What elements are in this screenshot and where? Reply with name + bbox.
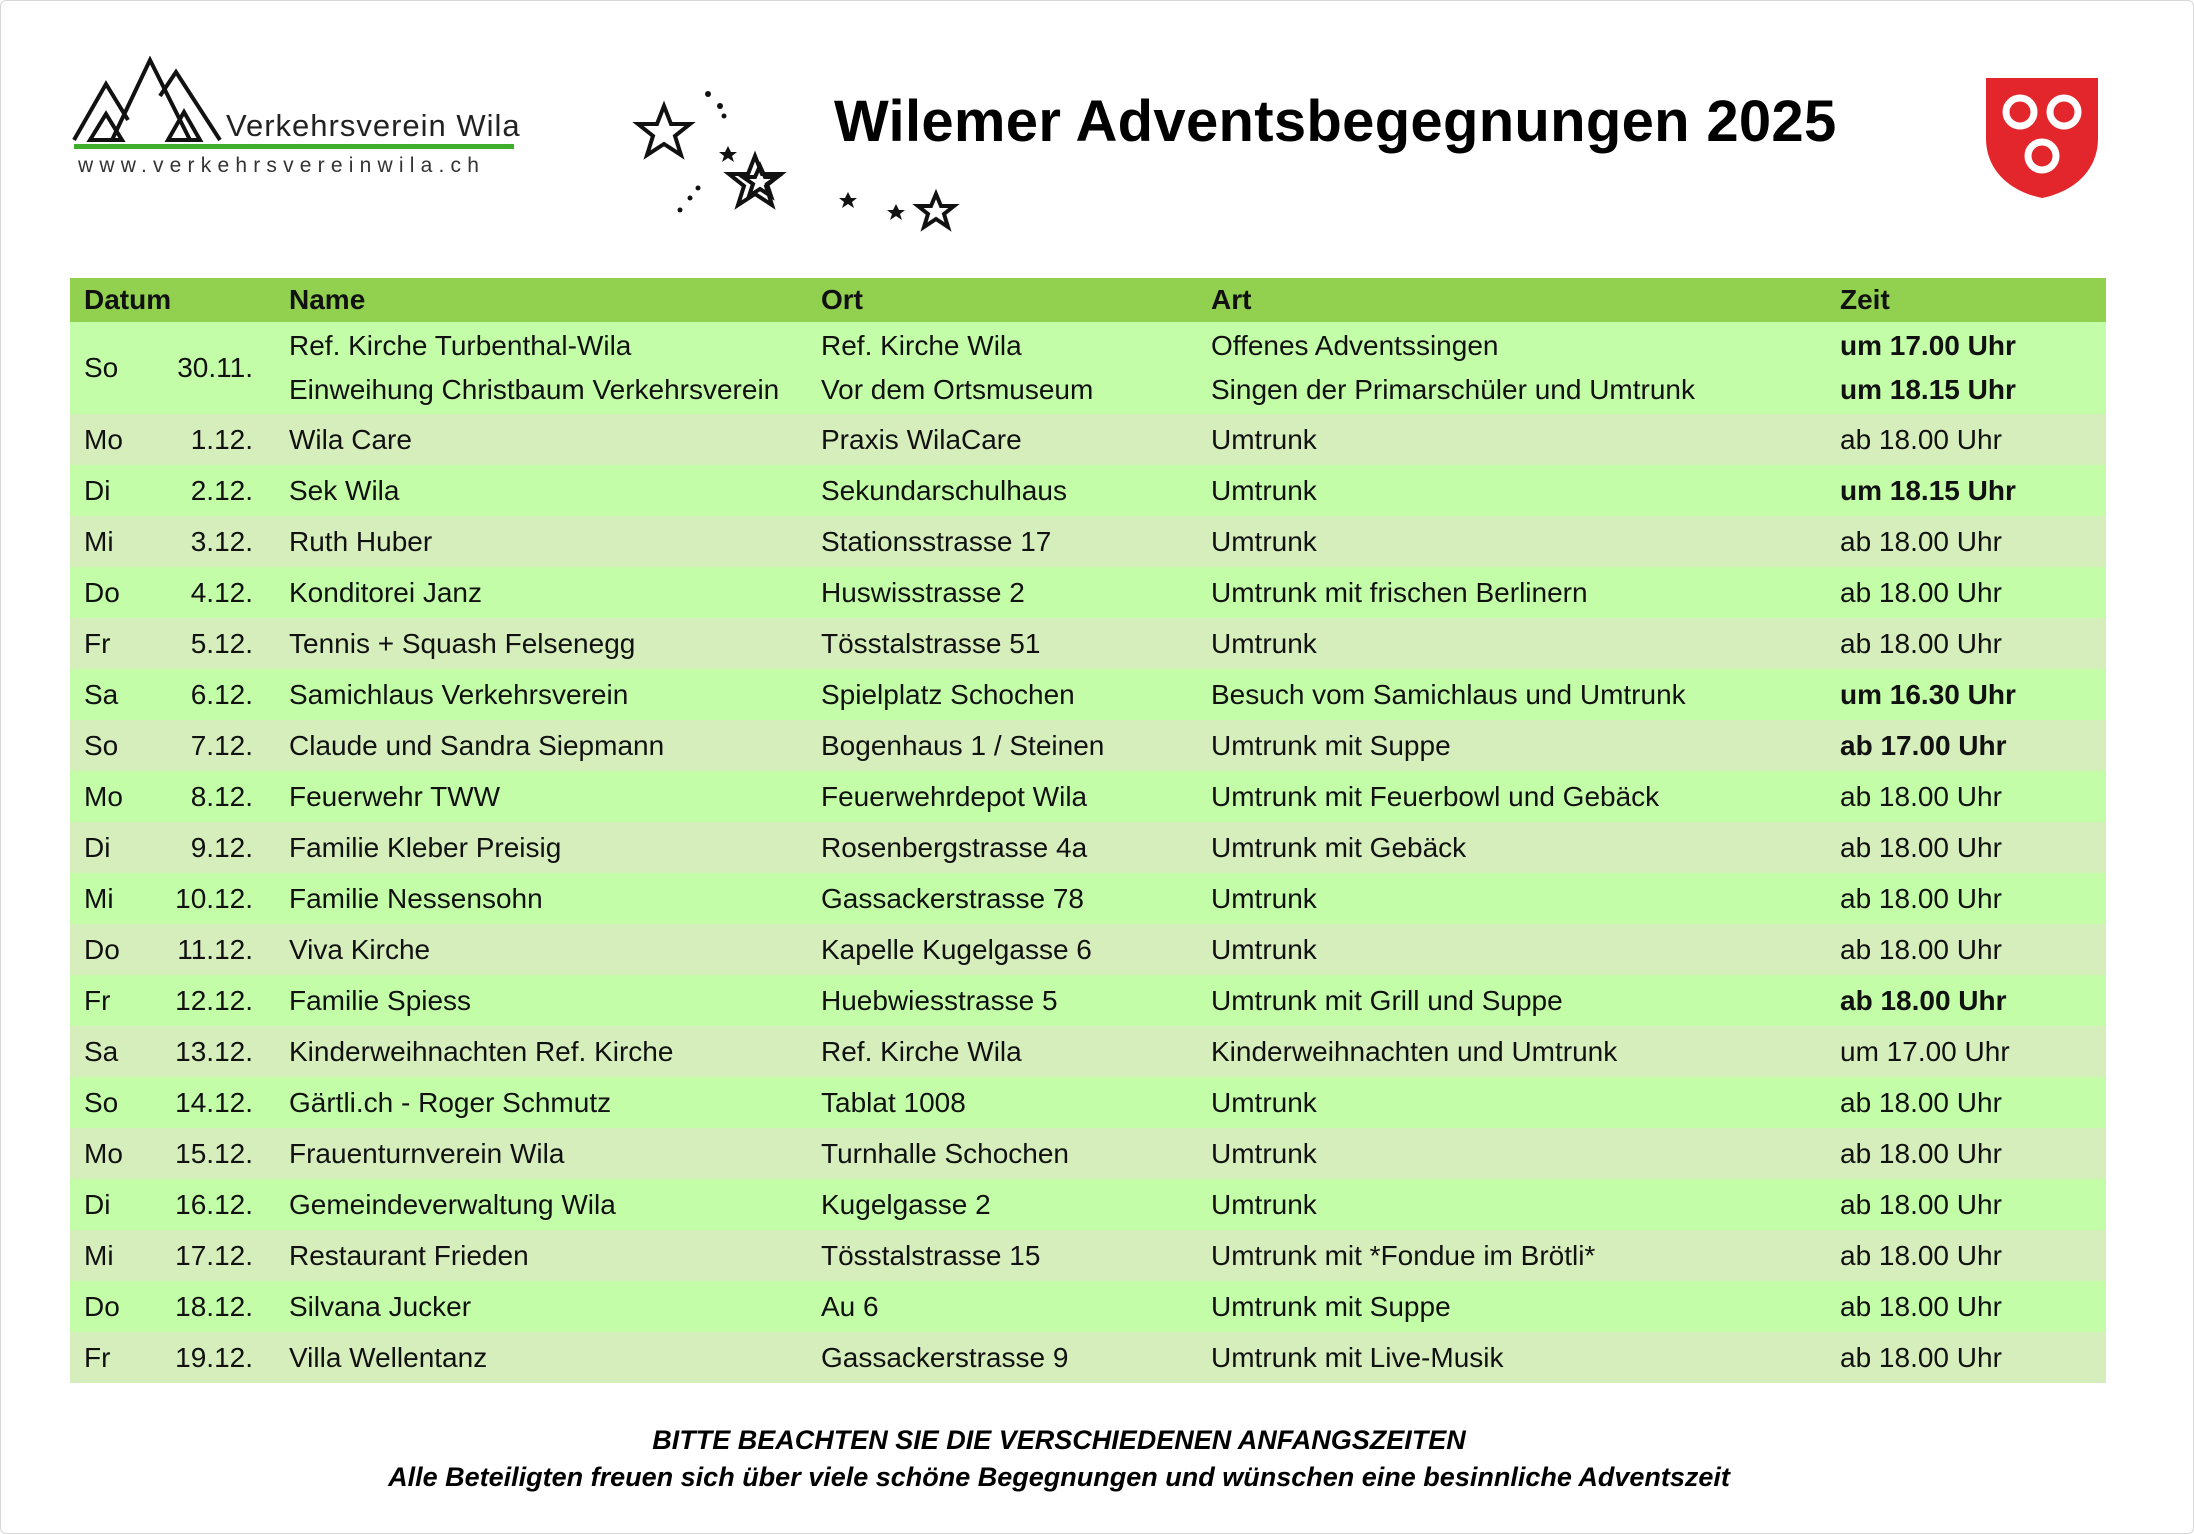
cell-name: Ruth Huber bbox=[255, 516, 807, 567]
table-row bbox=[70, 669, 2106, 720]
cell-place: Tösstalstrasse 15 bbox=[807, 1230, 1197, 1281]
cell-place bbox=[807, 322, 1197, 414]
cell-date: 12.12. bbox=[140, 975, 255, 1026]
cell-place: Au 6 bbox=[807, 1281, 1197, 1332]
cell-type: Umtrunk bbox=[1197, 1128, 1826, 1179]
cell-time: ab 18.00 Uhr bbox=[1826, 822, 2106, 873]
cell-name-line: Ref. Kirche Turbenthal-Wila bbox=[289, 330, 632, 361]
cell-name: Wila Care bbox=[255, 414, 807, 465]
cell-time-line: um 18.15 Uhr bbox=[1840, 374, 2016, 405]
cell-place: Gassackerstrasse 78 bbox=[807, 873, 1197, 924]
column-header-datum: Datum bbox=[70, 278, 255, 322]
cell-place: Kapelle Kugelgasse 6 bbox=[807, 924, 1197, 975]
cell-type-line: Singen der Primarschüler und Umtrunk bbox=[1211, 374, 1695, 405]
table-row bbox=[70, 1281, 2106, 1332]
column-header-ort: Ort bbox=[807, 278, 1197, 322]
table-row bbox=[70, 1077, 2106, 1128]
cell-day: Di bbox=[70, 822, 140, 873]
cell-date: 14.12. bbox=[140, 1077, 255, 1128]
cell-time: um 16.30 Uhr bbox=[1826, 669, 2106, 720]
cell-type: Umtrunk bbox=[1197, 465, 1826, 516]
cell-name: Silvana Jucker bbox=[255, 1281, 807, 1332]
cell-type: Umtrunk mit *Fondue im Brötli* bbox=[1197, 1230, 1826, 1281]
table-row bbox=[70, 465, 2106, 516]
cell-time: ab 18.00 Uhr bbox=[1826, 1077, 2106, 1128]
cell-day: Sa bbox=[70, 1026, 140, 1077]
cell-day: Di bbox=[70, 1179, 140, 1230]
table-row bbox=[70, 618, 2106, 669]
cell-place: Feuerwehrdepot Wila bbox=[807, 771, 1197, 822]
cell-day: So bbox=[70, 720, 140, 771]
cell-day: Di bbox=[70, 465, 140, 516]
table-row bbox=[70, 322, 2106, 414]
cell-date: 1.12. bbox=[140, 414, 255, 465]
cell-name-line: Einweihung Christbaum Verkehrsverein bbox=[289, 374, 780, 405]
cell-type: Umtrunk mit Gebäck bbox=[1197, 822, 1826, 873]
cell-date: 15.12. bbox=[140, 1128, 255, 1179]
table-row bbox=[70, 414, 2106, 465]
schedule-table bbox=[70, 278, 2106, 1383]
cell-date: 11.12. bbox=[140, 924, 255, 975]
cell-type: Besuch vom Samichlaus und Umtrunk bbox=[1197, 669, 1826, 720]
cell-type: Umtrunk bbox=[1197, 1077, 1826, 1128]
footer-notice: BITTE BEACHTEN SIE DIE VERSCHIEDENEN ANFANGSZEITEN bbox=[652, 1425, 1466, 1455]
cell-type: Umtrunk mit Suppe bbox=[1197, 1281, 1826, 1332]
cell-type: Umtrunk bbox=[1197, 873, 1826, 924]
cell-time bbox=[1826, 322, 2106, 414]
logo-underline bbox=[74, 144, 514, 149]
cell-date: 3.12. bbox=[140, 516, 255, 567]
cell-day: Mo bbox=[70, 1128, 140, 1179]
cell-day: Do bbox=[70, 1281, 140, 1332]
cell-place: Rosenbergstrasse 4a bbox=[807, 822, 1197, 873]
table-row bbox=[70, 924, 2106, 975]
cell-place: Stationsstrasse 17 bbox=[807, 516, 1197, 567]
cell-day: Fr bbox=[70, 975, 140, 1026]
cell-time: ab 18.00 Uhr bbox=[1826, 771, 2106, 822]
cell-name: Kinderweihnachten Ref. Kirche bbox=[255, 1026, 807, 1077]
cell-time: ab 18.00 Uhr bbox=[1826, 924, 2106, 975]
cell-name: Viva Kirche bbox=[255, 924, 807, 975]
cell-time-line: um 17.00 Uhr bbox=[1840, 330, 2016, 361]
cell-time: ab 18.00 Uhr bbox=[1826, 618, 2106, 669]
cell-date: 18.12. bbox=[140, 1281, 255, 1332]
cell-date: 5.12. bbox=[140, 618, 255, 669]
cell-type: Umtrunk bbox=[1197, 516, 1826, 567]
cell-day: Mi bbox=[70, 516, 140, 567]
cell-date: 30.11. bbox=[140, 322, 255, 414]
mountains-logo-icon bbox=[72, 56, 232, 146]
cell-time: ab 18.00 Uhr bbox=[1826, 1281, 2106, 1332]
cell-place: Spielplatz Schochen bbox=[807, 669, 1197, 720]
table-row bbox=[70, 1230, 2106, 1281]
cell-type: Umtrunk bbox=[1197, 1179, 1826, 1230]
cell-day: Fr bbox=[70, 618, 140, 669]
cell-day: Do bbox=[70, 567, 140, 618]
cell-name: Tennis + Squash Felsenegg bbox=[255, 618, 807, 669]
table-header-row bbox=[70, 278, 2106, 322]
cell-name: Gärtli.ch - Roger Schmutz bbox=[255, 1077, 807, 1128]
cell-place: Huebwiesstrasse 5 bbox=[807, 975, 1197, 1026]
cell-place: Bogenhaus 1 / Steinen bbox=[807, 720, 1197, 771]
table-row bbox=[70, 720, 2106, 771]
cell-time: ab 18.00 Uhr bbox=[1826, 1332, 2106, 1383]
cell-name: Familie Spiess bbox=[255, 975, 807, 1026]
cell-name: Sek Wila bbox=[255, 465, 807, 516]
cell-type: Umtrunk mit Feuerbowl und Gebäck bbox=[1197, 771, 1826, 822]
cell-date: 4.12. bbox=[140, 567, 255, 618]
cell-time: ab 18.00 Uhr bbox=[1826, 414, 2106, 465]
table-row bbox=[70, 822, 2106, 873]
cell-place: Praxis WilaCare bbox=[807, 414, 1197, 465]
cell-place: Tablat 1008 bbox=[807, 1077, 1197, 1128]
cell-day: Sa bbox=[70, 669, 140, 720]
cell-name: Samichlaus Verkehrsverein bbox=[255, 669, 807, 720]
coat-of-arms-icon bbox=[1984, 76, 2100, 200]
cell-place: Gassackerstrasse 9 bbox=[807, 1332, 1197, 1383]
cell-day: Do bbox=[70, 924, 140, 975]
cell-date: 16.12. bbox=[140, 1179, 255, 1230]
table-row bbox=[70, 1332, 2106, 1383]
cell-date: 19.12. bbox=[140, 1332, 255, 1383]
logo-url[interactable]: www.verkehrsvereinwila.ch bbox=[78, 154, 486, 177]
table-row bbox=[70, 1128, 2106, 1179]
cell-place-line: Ref. Kirche Wila bbox=[821, 330, 1022, 361]
cell-day: So bbox=[70, 1077, 140, 1128]
table-row bbox=[70, 516, 2106, 567]
cell-date: 9.12. bbox=[140, 822, 255, 873]
cell-type: Umtrunk bbox=[1197, 924, 1826, 975]
cell-place: Sekundarschulhaus bbox=[807, 465, 1197, 516]
cell-time: ab 18.00 Uhr bbox=[1826, 567, 2106, 618]
cell-place: Turnhalle Schochen bbox=[807, 1128, 1197, 1179]
column-header-art: Art bbox=[1197, 278, 1826, 322]
logo-name: Verkehrsverein Wila bbox=[226, 108, 521, 143]
footer-greeting: Alle Beteiligten freuen sich über viele schöne Begegnungen und wünschen eine besinnliche Adventszeit bbox=[388, 1462, 1730, 1492]
cell-time: ab 17.00 Uhr bbox=[1826, 720, 2106, 771]
table-row bbox=[70, 1026, 2106, 1077]
table-row bbox=[70, 975, 2106, 1026]
cell-date: 10.12. bbox=[140, 873, 255, 924]
cell-date: 8.12. bbox=[140, 771, 255, 822]
cell-type: Umtrunk mit frischen Berlinern bbox=[1197, 567, 1826, 618]
cell-type: Umtrunk mit Live-Musik bbox=[1197, 1332, 1826, 1383]
cell-time: ab 18.00 Uhr bbox=[1826, 1179, 2106, 1230]
cell-name: Familie Nessensohn bbox=[255, 873, 807, 924]
cell-time: ab 18.00 Uhr bbox=[1826, 516, 2106, 567]
cell-place-line: Vor dem Ortsmuseum bbox=[821, 374, 1094, 405]
page-title: Wilemer Adventsbegegnungen 2025 bbox=[834, 89, 1837, 154]
cell-type: Umtrunk bbox=[1197, 414, 1826, 465]
verkehrsverein-logo[interactable] bbox=[72, 56, 522, 186]
cell-name: Gemeindeverwaltung Wila bbox=[255, 1179, 807, 1230]
cell-date: 6.12. bbox=[140, 669, 255, 720]
cell-date: 17.12. bbox=[140, 1230, 255, 1281]
cell-name: Villa Wellentanz bbox=[255, 1332, 807, 1383]
cell-time: ab 18.00 Uhr bbox=[1826, 1128, 2106, 1179]
table-row bbox=[70, 567, 2106, 618]
cell-type: Kinderweihnachten und Umtrunk bbox=[1197, 1026, 1826, 1077]
cell-place: Tösstalstrasse 51 bbox=[807, 618, 1197, 669]
cell-type bbox=[1197, 322, 1826, 414]
cell-type: Umtrunk bbox=[1197, 618, 1826, 669]
cell-date: 2.12. bbox=[140, 465, 255, 516]
table-row bbox=[70, 1179, 2106, 1230]
cell-time: ab 18.00 Uhr bbox=[1826, 1230, 2106, 1281]
cell-name: Claude und Sandra Siepmann bbox=[255, 720, 807, 771]
cell-day: So bbox=[70, 322, 140, 414]
cell-name bbox=[255, 322, 807, 414]
cell-type-line: Offenes Adventssingen bbox=[1211, 330, 1499, 361]
cell-name: Frauenturnverein Wila bbox=[255, 1128, 807, 1179]
cell-name: Restaurant Frieden bbox=[255, 1230, 807, 1281]
cell-time: ab 18.00 Uhr bbox=[1826, 975, 2106, 1026]
cell-date: 13.12. bbox=[140, 1026, 255, 1077]
cell-time: ab 18.00 Uhr bbox=[1826, 873, 2106, 924]
column-header-name: Name bbox=[255, 278, 807, 322]
cell-name: Feuerwehr TWW bbox=[255, 771, 807, 822]
cell-day: Mo bbox=[70, 414, 140, 465]
column-header-zeit: Zeit bbox=[1826, 278, 2106, 322]
cell-day: Mo bbox=[70, 771, 140, 822]
cell-date: 7.12. bbox=[140, 720, 255, 771]
cell-name: Familie Kleber Preisig bbox=[255, 822, 807, 873]
cell-day: Fr bbox=[70, 1332, 140, 1383]
cell-place: Kugelgasse 2 bbox=[807, 1179, 1197, 1230]
cell-day: Mi bbox=[70, 1230, 140, 1281]
table-row bbox=[70, 873, 2106, 924]
table-row bbox=[70, 771, 2106, 822]
cell-type: Umtrunk mit Grill und Suppe bbox=[1197, 975, 1826, 1026]
cell-time: um 17.00 Uhr bbox=[1826, 1026, 2106, 1077]
cell-day: Mi bbox=[70, 873, 140, 924]
cell-name: Konditorei Janz bbox=[255, 567, 807, 618]
cell-type: Umtrunk mit Suppe bbox=[1197, 720, 1826, 771]
cell-place: Huswisstrasse 2 bbox=[807, 567, 1197, 618]
cell-time: um 18.15 Uhr bbox=[1826, 465, 2106, 516]
cell-place: Ref. Kirche Wila bbox=[807, 1026, 1197, 1077]
